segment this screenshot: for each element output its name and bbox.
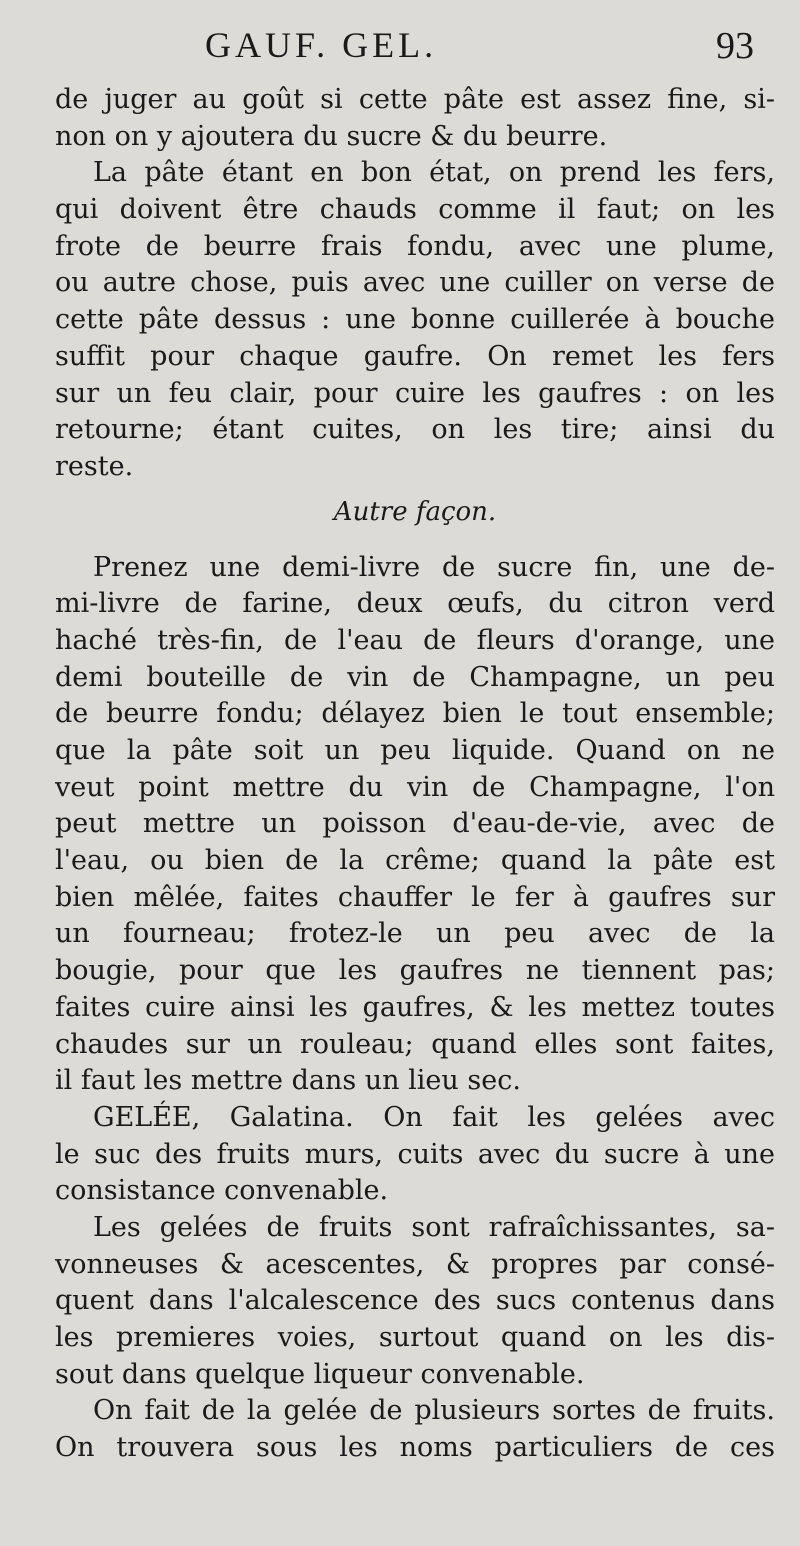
text-line: On fait de la gelée de plusieurs sortes de fruits.	[93, 1395, 775, 1427]
text-line: le suc des fruits murs, cuits avec du sucre à une	[55, 1138, 775, 1170]
text-line: sout dans quelque liqueur convenable.	[55, 1358, 585, 1390]
paragraph	[55, 155, 775, 485]
text-line: Prenez une demi-livre de sucre fin, une de-	[93, 551, 775, 583]
text-line: un fourneau; frotez-le un peu avec de la	[55, 918, 775, 950]
text-line: mi-livre de farine, deux œufs, du citron verd	[55, 588, 775, 620]
text-line: On trouvera sous les noms particuliers de ces	[55, 1432, 775, 1464]
text-line: non on y ajoutera du sucre & du beurre.	[55, 120, 608, 152]
text-line: de juger au goût si cette pâte est assez fine, si-	[55, 84, 775, 115]
text-line: La pâte étant en bon état, on prend les fers,	[93, 157, 775, 189]
text-line: consistance convenable.	[55, 1175, 389, 1207]
text-line: reste.	[55, 450, 134, 482]
paragraph	[55, 1393, 775, 1466]
text-line: cette pâte dessus : une bonne cuillerée à bouche	[55, 304, 775, 336]
text-line: retourne; étant cuites, on les tire; ainsi du	[55, 414, 775, 446]
running-title: GAUF. GEL.	[205, 25, 438, 65]
text-line: de beurre fondu; délayez bien le tout ensemble;	[55, 698, 775, 730]
text-line: ou autre chose, puis avec une cuiller on verse de	[55, 267, 775, 299]
text-line: demi bouteille de vin de Champagne, un peu	[55, 661, 775, 693]
section-subheading: Autre façon.	[333, 496, 497, 527]
text-line: suffit pour chaque gaufre. On remet les fers	[55, 340, 775, 372]
text-line: les premieres voies, surtout quand on les dis-	[55, 1322, 775, 1353]
page-header	[0, 14, 800, 74]
text-line: frote de beurre frais fondu, avec une plume,	[55, 230, 775, 262]
text-line: qui doivent être chauds comme il faut; on les	[55, 194, 775, 226]
text-line: l'eau, ou bien de la crême; quand la pâte est	[55, 845, 775, 877]
text-line: il faut les mettre dans un lieu sec.	[55, 1065, 521, 1097]
text-line: vonneuses & acescentes, & propres par consé-	[55, 1248, 775, 1280]
text-line: haché très-fin, de l'eau de fleurs d'orange, une	[55, 624, 775, 656]
text-line: GELÉE, Galatina. On fait les gelées avec	[93, 1101, 775, 1133]
text-line: que la pâte soit un peu liquide. Quand on ne	[55, 735, 775, 766]
page-body	[55, 82, 775, 1467]
text-line: bougie, pour que les gaufres ne tiennent pas;	[55, 955, 775, 987]
paragraph	[55, 82, 775, 155]
text-line: quent dans l'alcalescence des sucs contenus dans	[55, 1285, 775, 1317]
text-line: veut point mettre du vin de Champagne, l'on	[55, 771, 775, 803]
paragraph	[55, 1210, 775, 1393]
paragraph	[55, 550, 775, 1100]
text-line: bien mêlée, faites chauffer le fer à gaufres sur	[55, 881, 775, 913]
page-number: 93	[716, 25, 754, 67]
text-line: peut mettre un poisson d'eau-de-vie, avec de	[55, 808, 775, 840]
text-line: faites cuire ainsi les gaufres, & les mettez toutes	[55, 991, 775, 1023]
paragraph	[55, 1100, 775, 1210]
text-line: sur un feu clair, pour cuire les gaufres : on les	[55, 377, 775, 409]
text-line: Les gelées de fruits sont rafraîchissantes, sa-	[93, 1211, 775, 1243]
text-line: chaudes sur un rouleau; quand elles sont faites,	[55, 1028, 775, 1060]
